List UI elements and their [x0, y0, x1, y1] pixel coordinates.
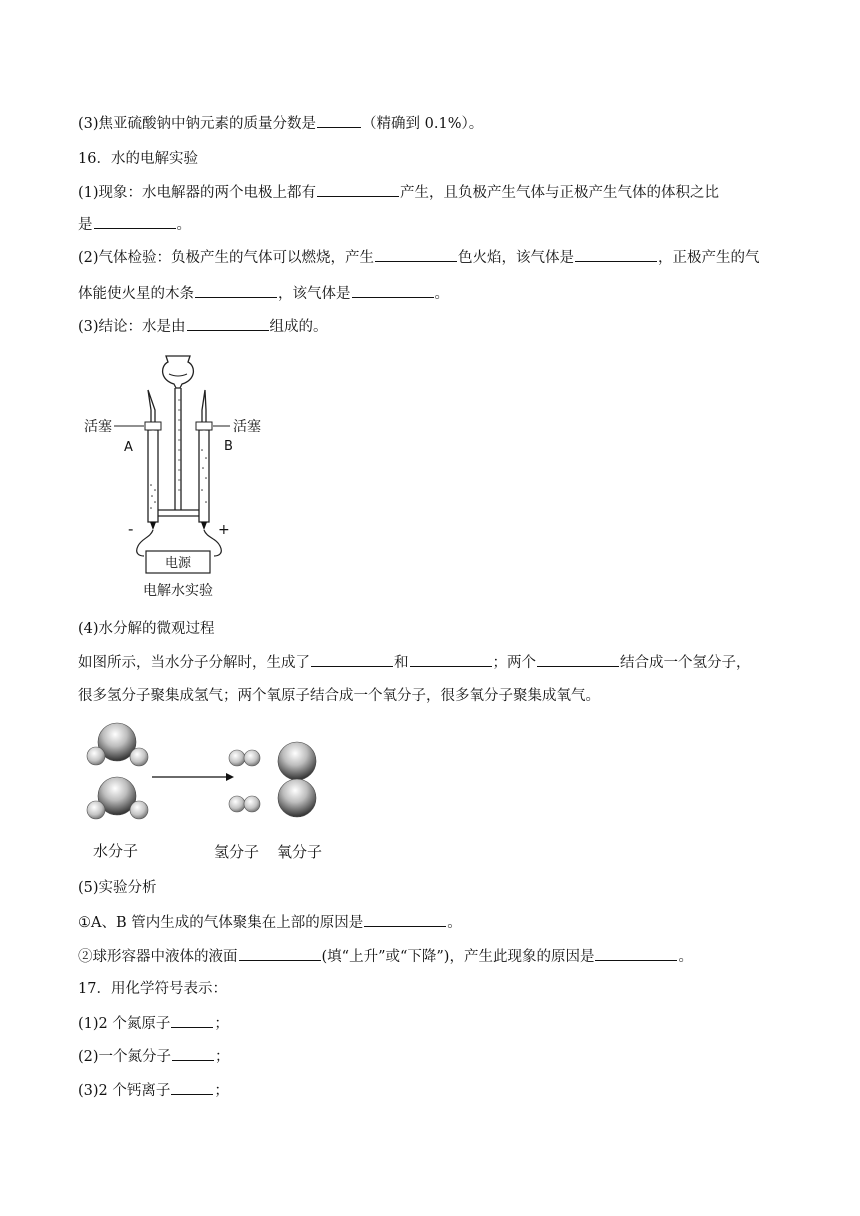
- arrow-head-icon: [226, 773, 234, 781]
- answer-blank[interactable]: [239, 946, 321, 961]
- answer-blank[interactable]: [575, 247, 657, 262]
- hydrogen-molecule-icon: [229, 796, 260, 812]
- tube-b-label: B: [224, 439, 233, 454]
- answer-blank[interactable]: [171, 1013, 213, 1028]
- electrode-positive: [201, 522, 207, 530]
- tube-a: [148, 390, 158, 522]
- answer-blank[interactable]: [364, 912, 446, 927]
- q16-part4-text: 如图所示，当水分子分解时，生成了: [78, 655, 310, 671]
- answer-blank[interactable]: [375, 247, 457, 262]
- answer-blank[interactable]: [171, 1080, 213, 1095]
- q17-item: [78, 1013, 229, 1034]
- q16-part2-text: (2)气体检验：负极产生的气体可以燃烧，产生: [78, 250, 375, 266]
- q16-part2-text-3: ，正极产生的气: [658, 250, 760, 266]
- tube-a-label: A: [124, 440, 133, 455]
- q16-part4-text-3: ；两个: [492, 655, 536, 671]
- q16-part1-line1: [78, 182, 719, 203]
- q16-part4-line1: [78, 652, 751, 673]
- q17-item: [78, 1046, 230, 1067]
- tube-b: [199, 390, 209, 522]
- hydrogen-molecule-label: 氢分子: [214, 843, 260, 861]
- q16-part2-text-4: 体能使火星的木条: [78, 286, 194, 302]
- q16-part4-title: (4)水分解的微观过程: [78, 621, 215, 637]
- q16-part3: [78, 316, 328, 337]
- stopcock-a: [145, 422, 161, 430]
- q16-part1-text-3: 是: [78, 217, 93, 233]
- q16-part2-line2: [78, 283, 449, 304]
- answer-blank[interactable]: [195, 283, 277, 298]
- answer-blank[interactable]: [187, 316, 269, 331]
- q16-part4-line2: 很多氢分子聚集成氢气；两个氧原子结合成一个氧分子，很多氧分子聚集成氧气。: [78, 688, 600, 704]
- q17-item-text: (1)2 个氮原子: [78, 1016, 171, 1032]
- q16-part4-text-4: 结合成一个氢分子，: [620, 655, 751, 671]
- q16-part5-end-2: 。: [678, 949, 693, 965]
- answer-blank[interactable]: [94, 214, 176, 229]
- answer-blank[interactable]: [352, 283, 434, 298]
- q16-part3-text: (3)结论：水是由: [78, 319, 186, 335]
- power-supply-label: 电源: [164, 556, 192, 571]
- q16-part2-line1: [78, 247, 760, 268]
- q15-part3-text: (3)焦亚硫酸钠中钠元素的质量分数是: [78, 116, 317, 132]
- q16-part2-end: 。: [434, 286, 449, 302]
- answer-blank[interactable]: [410, 652, 492, 667]
- positive-sign: +: [218, 522, 230, 538]
- q16-part5-title: (5)实验分析: [78, 880, 157, 896]
- q17-item-end: ；: [215, 1049, 230, 1065]
- oxygen-molecule-label: 氧分子: [277, 843, 323, 861]
- water-molecule-icon: [87, 777, 148, 819]
- negative-sign: -: [128, 520, 134, 538]
- funnel-bulb: [163, 356, 194, 388]
- q16-title: 16．水的电解实验: [78, 151, 198, 167]
- electrolysis-apparatus-figure: [78, 350, 278, 605]
- q15-part3: [78, 113, 483, 134]
- liquid-dots: [150, 449, 207, 509]
- electrode-negative: [150, 522, 156, 530]
- q16-part5-text-3: (填“上升”或“下降”)，产生此现象的原因是: [321, 949, 595, 965]
- stopcock-right-label: 活塞: [233, 419, 261, 435]
- q17-item: [78, 1080, 229, 1101]
- q17-item-text: (3)2 个钙离子: [78, 1083, 171, 1099]
- water-molecule-icon: [87, 723, 148, 766]
- q16-part2-text-2: 色火焰，该气体是: [458, 250, 575, 266]
- hydrogen-molecule-icon: [229, 750, 260, 766]
- stopcock-left-label: 活塞: [84, 419, 112, 435]
- figure1-caption: 电解水实验: [143, 583, 213, 599]
- q16-part1-text-2: 产生，且负极产生气体与正极产生气体的体积之比: [400, 185, 720, 201]
- q16-part5-text-2: ②球形容器中液体的液面: [78, 949, 238, 965]
- q16-part5-item2: [78, 946, 693, 967]
- answer-blank[interactable]: [317, 182, 399, 197]
- q17-item-text: (2)一个氮分子: [78, 1049, 172, 1065]
- water-molecule-label: 水分子: [93, 842, 139, 860]
- stopcock-b: [196, 422, 212, 430]
- answer-blank[interactable]: [311, 652, 393, 667]
- q15-part3-note: （精确到 0.1%）。: [362, 116, 484, 132]
- answer-blank[interactable]: [595, 946, 677, 961]
- q16-part5-text: ①A、B 管内生成的气体聚集在上部的原因是: [78, 915, 364, 931]
- q16-part5-end: 。: [447, 915, 462, 931]
- q16-part1-end: 。: [176, 217, 191, 233]
- q16-part2-text-5: ，该气体是: [278, 286, 351, 302]
- q16-part4-text-2: 和: [394, 655, 409, 671]
- answer-blank[interactable]: [172, 1046, 214, 1061]
- answer-blank[interactable]: [317, 113, 361, 128]
- answer-blank[interactable]: [537, 652, 619, 667]
- q17-title: 17．用化学符号表示：: [78, 981, 227, 997]
- oxygen-molecule-icon: [278, 742, 316, 817]
- funnel-liquid-line: [169, 374, 187, 376]
- connecting-pipe: [158, 510, 199, 516]
- molecule-decomposition-figure: [78, 718, 348, 868]
- q16-part1-text: (1)现象：水电解器的两个电极上都有: [78, 185, 317, 201]
- q16-part5-item1: [78, 912, 462, 933]
- q17-item-end: ；: [214, 1016, 229, 1032]
- q17-item-end: ；: [214, 1083, 229, 1099]
- q16-part3-end: 组成的。: [269, 319, 328, 335]
- q16-part1-line2: [78, 214, 191, 235]
